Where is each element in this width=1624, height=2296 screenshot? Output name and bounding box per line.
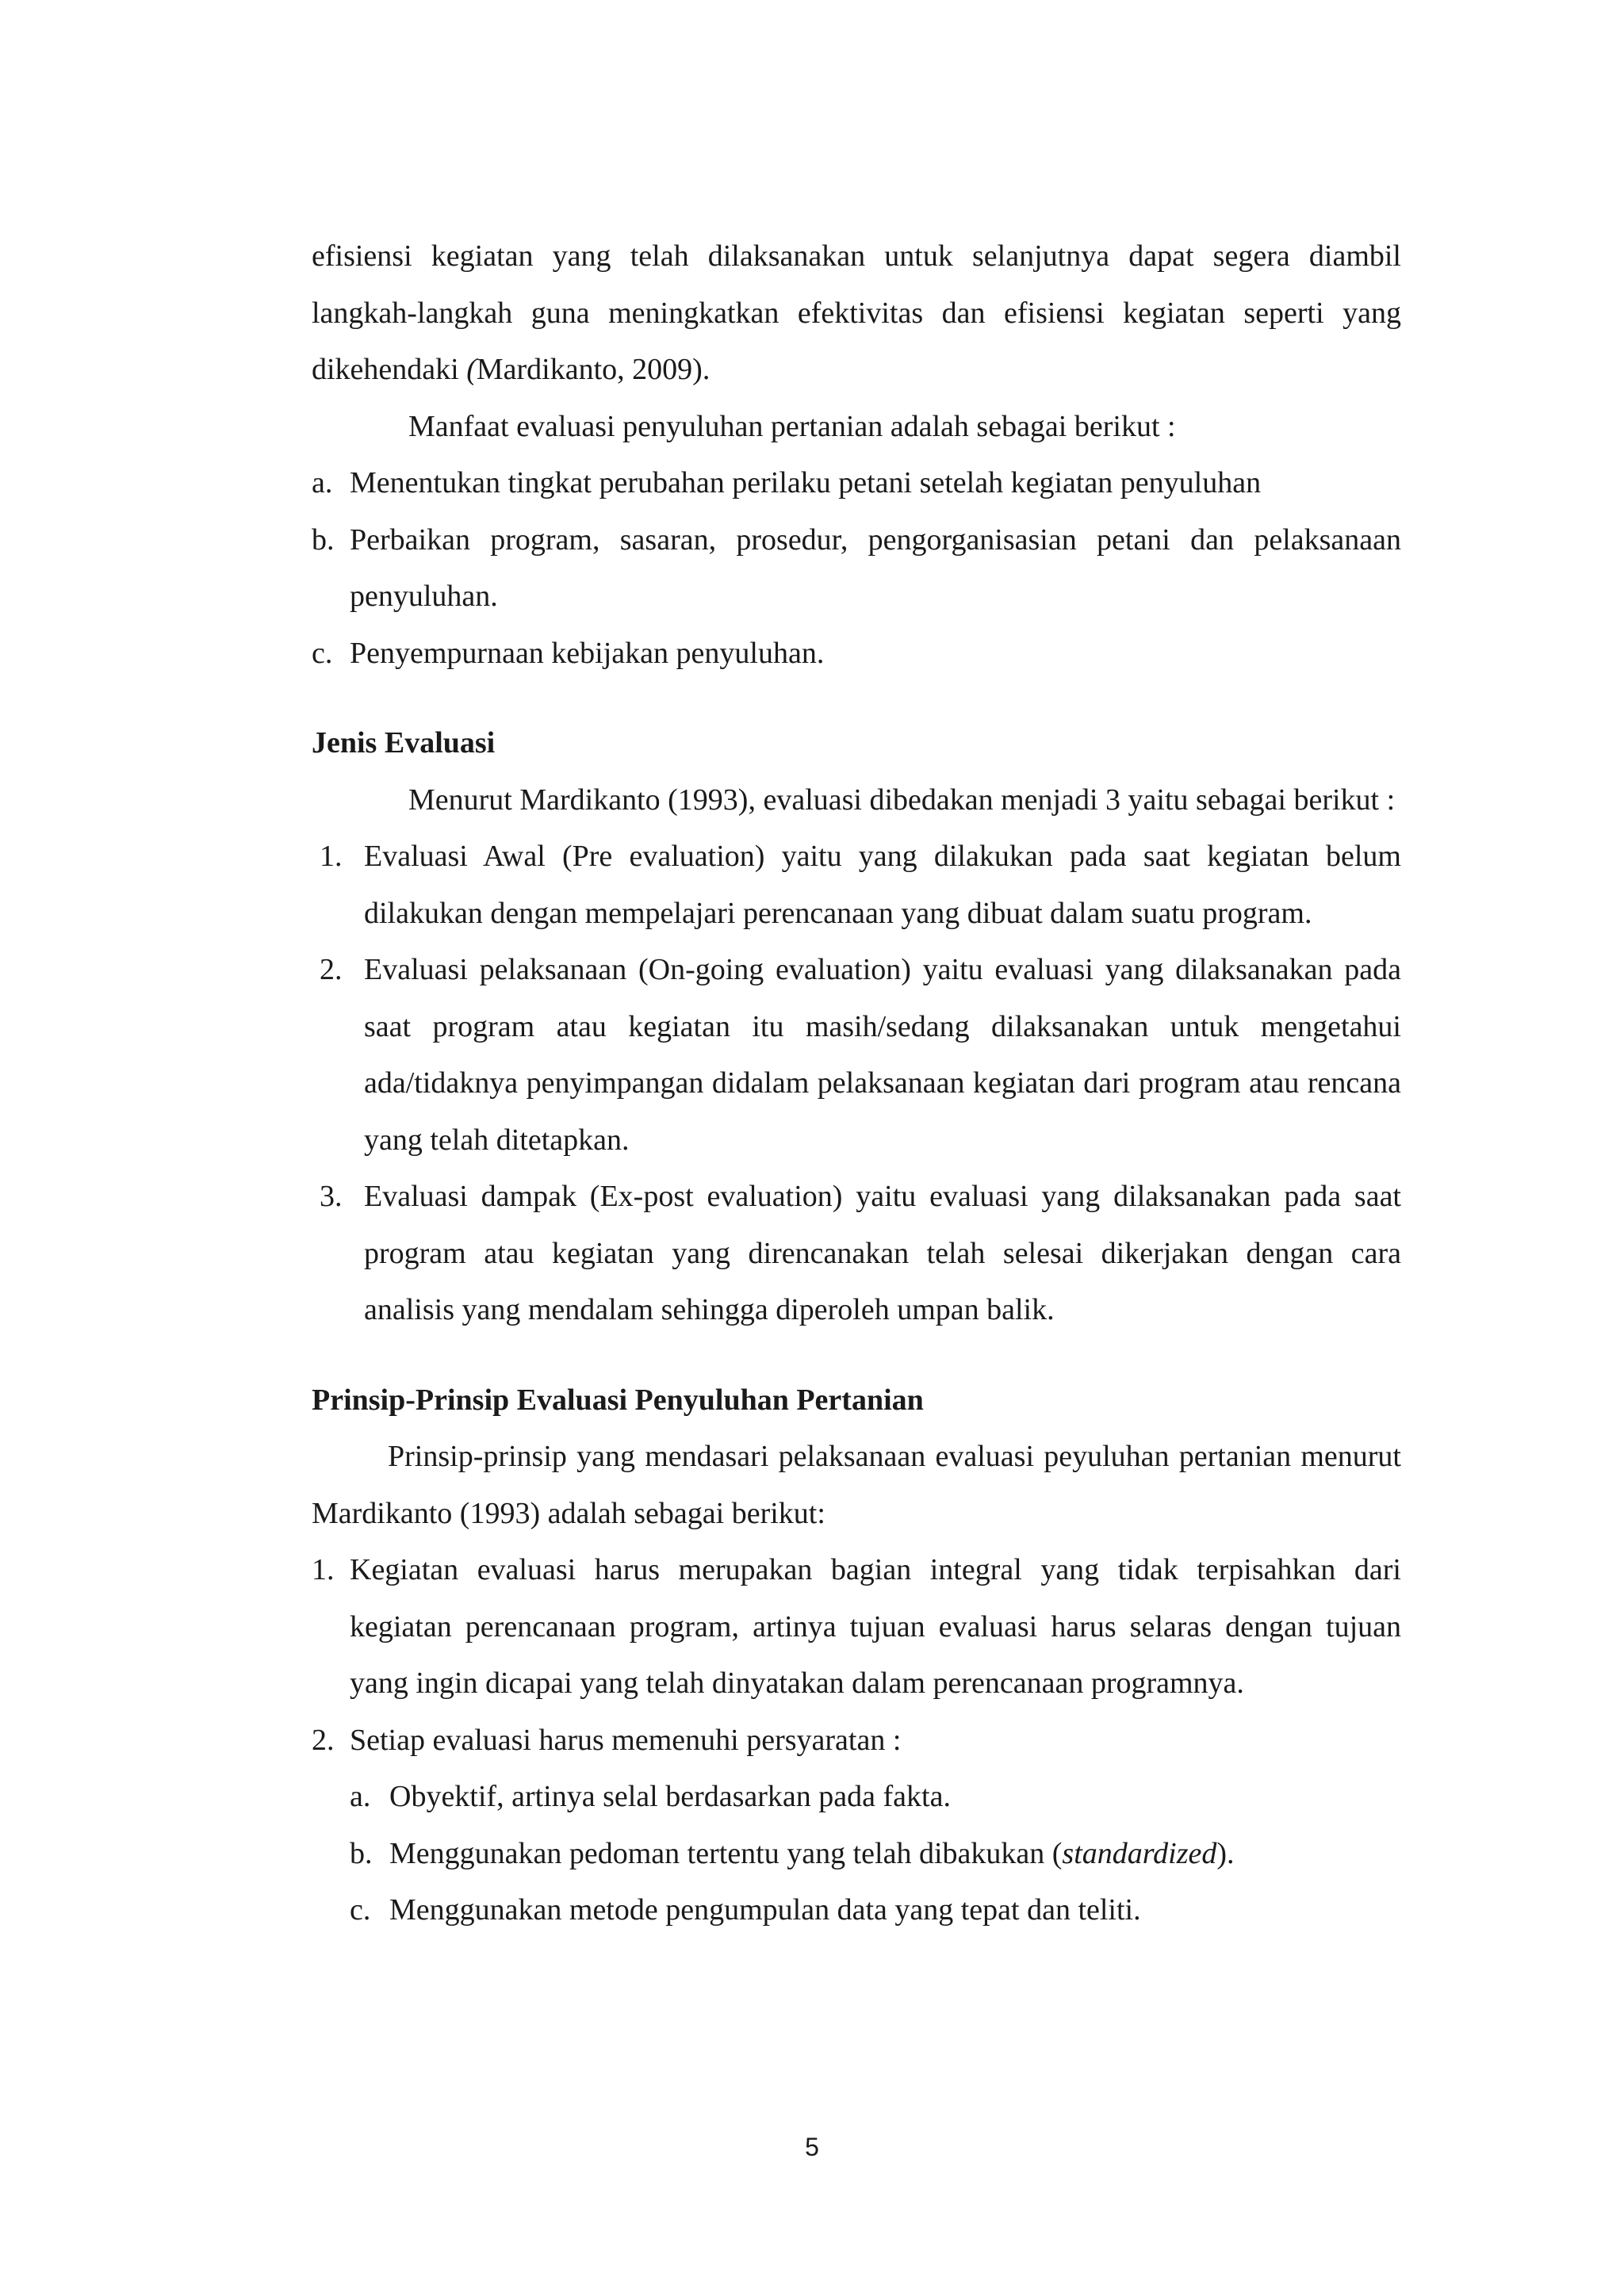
list-text: Obyektif, artinya selal berdasarkan pada fakta. <box>389 1780 951 1813</box>
intro-text: efisiensi kegiatan yang telah dilaksanakan untuk selanjutnya dapat segera diambil langkah-langkah guna meningkatkan efektivitas dan efisiensi kegiatan seperti yang dikehendaki <box>312 239 1401 386</box>
list-marker: 3. <box>320 1180 343 1213</box>
list-text: Evaluasi pelaksanaan (On-going evaluation) yaitu evaluasi yang dilaksanakan pada saat program atau kegiatan itu masih/sedang dilaksanakan untuk mengetahui ada/tidaknya penyimpangan didalam pelaksanaan kegiatan dari program atau rencana yang telah ditetapkan. <box>364 953 1401 1157</box>
list-marker: c. <box>350 1893 371 1927</box>
jenis-item-3 <box>312 1169 1401 1339</box>
prinsip-item-2 <box>312 1712 1401 1770</box>
intro-paren: ( <box>466 353 477 386</box>
jenis-lead: Menurut Mardikanto (1993), evaluasi dibedakan menjadi 3 yaitu sebagai berikut : <box>408 783 1396 817</box>
list-text: Penyempurnaan kebijakan penyuluhan. <box>350 636 825 670</box>
list-marker: a. <box>312 466 333 499</box>
jenis-item-2 <box>312 942 1401 1169</box>
list-text: Evaluasi Awal (Pre evaluation) yaitu yang dilakukan pada saat kegiatan belum dilakukan dengan mempelajari perencanaan yang dibuat dalam suatu program. <box>364 840 1401 930</box>
manfaat-lead: Manfaat evaluasi penyuluhan pertanian adalah sebagai berikut : <box>408 409 1176 443</box>
list-marker: 2. <box>312 1723 335 1757</box>
list-marker: b. <box>312 522 335 557</box>
manfaat-item-a <box>312 455 1401 512</box>
section-heading-prinsip: Prinsip-Prinsip Evaluasi Penyuluhan Pertanian <box>312 1383 924 1417</box>
prinsip-subitem-a <box>312 1769 1401 1826</box>
list-text <box>389 1826 1401 1883</box>
list-text: Setiap evaluasi harus memenuhi persyaratan : <box>350 1723 902 1757</box>
list-text: Menentukan tingkat perubahan perilaku petani setelah kegiatan penyuluhan <box>350 466 1262 499</box>
list-text: Perbaikan program, sasaran, prosedur, pengorganisasian petani dan pelaksanaan penyuluhan. <box>350 522 1401 613</box>
list-marker: a. <box>350 1780 371 1813</box>
intro-citation: Mardikanto, 2009). <box>476 353 710 386</box>
list-text: Menggunakan metode pengumpulan data yang tepat dan teliti. <box>389 1893 1141 1927</box>
prinsip-item-1 <box>312 1542 1401 1712</box>
prinsip-lead: Prinsip-prinsip yang mendasari pelaksanaan evaluasi peyuluhan pertanian menurut Mardikanto (1993) adalah sebagai berikut: <box>312 1440 1401 1530</box>
list-marker: b. <box>350 1836 373 1870</box>
list-text-after: ). <box>1216 1836 1235 1870</box>
manfaat-item-c <box>312 626 1401 683</box>
manfaat-item-b <box>312 512 1401 626</box>
list-text: Evaluasi dampak (Ex-post evaluation) yaitu evaluasi yang dilaksanakan pada saat program atau kegiatan yang direncanakan telah selesai dikerjakan dengan cara analisis yang mendalam sehingga diperoleh umpan balik. <box>364 1180 1401 1326</box>
list-text-italic: standardized <box>1062 1836 1217 1870</box>
prinsip-subitem-c <box>312 1882 1401 1939</box>
list-marker: c. <box>312 636 333 670</box>
list-marker: 2. <box>320 953 343 986</box>
page-number: 5 <box>805 2133 819 2161</box>
section-heading-jenis: Jenis Evaluasi <box>312 726 496 760</box>
list-text-before: Menggunakan pedoman tertentu yang telah dibakukan ( <box>389 1836 1063 1870</box>
intro-paragraph <box>312 228 1401 399</box>
document-page <box>312 228 1401 1939</box>
prinsip-subitem-b <box>312 1826 1401 1883</box>
list-text: Kegiatan evaluasi harus merupakan bagian integral yang tidak terpisahkan dari kegiatan perencanaan program, artinya tujuan evaluasi harus selaras dengan tujuan yang ingin dicapai yang telah dinyatakan dalam perencanaan programnya. <box>350 1553 1401 1700</box>
list-marker: 1. <box>312 1553 335 1586</box>
jenis-item-1 <box>312 828 1401 942</box>
list-marker: 1. <box>320 840 343 873</box>
